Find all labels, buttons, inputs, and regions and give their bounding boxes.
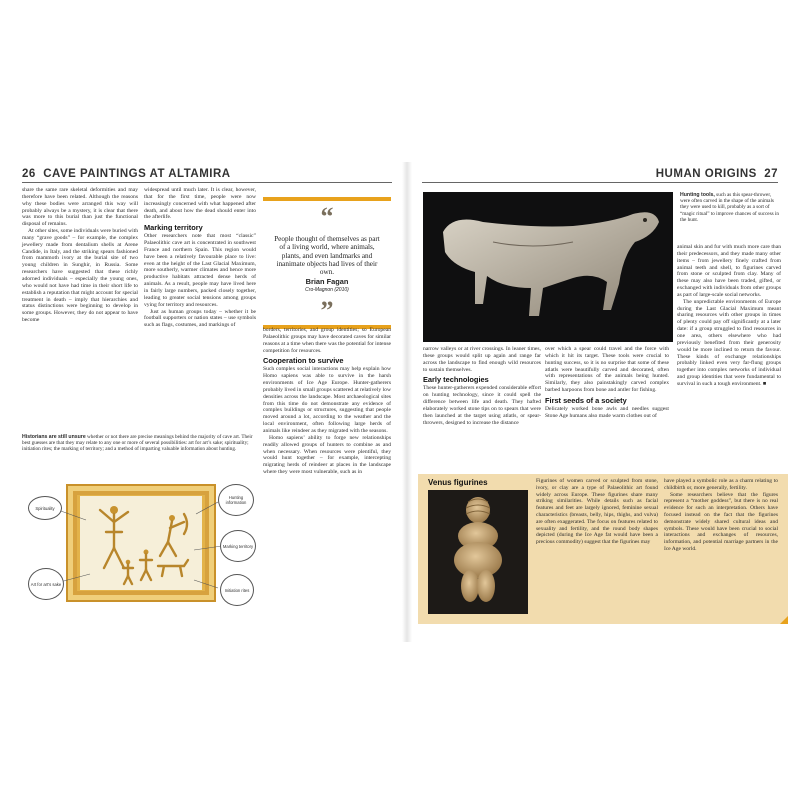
venus-col2-para-1: have played a symbolic role as a charm relating to childbirth or, more generally, fertility. bbox=[664, 478, 778, 491]
close-quote-icon: ” bbox=[320, 296, 334, 325]
left-col3-para-1: borders, territories, and group identities; so European Palaeolithic groups may have decorated caves for similar reasons at a time when there was the potential for intense competition for resources. bbox=[263, 327, 391, 354]
left-column-2 bbox=[144, 187, 256, 329]
left-col2-para-1: widespread until much later. It is clear, however, that for the first time, people were now increasingly concerned with what happened after death, and about how the dead should enter into the afterlife. bbox=[144, 187, 256, 221]
venus-figurine-icon bbox=[428, 490, 528, 614]
venus-column-1: Figurines of women carved or sculpted from stone, ivory, or clay are a type of Palaeolithic art found widely across Europe. These figurines share many striking similarities. While details such as facial features and feet are largely ignored, feminine sexual characteristics (breasts, belly, hips, thighs, and vulva) are often exaggerated. The focus on features related to sexuality and fertility, and the round body shapes depicted (during the Ice Age fat would have been a precious commodity) suggest that the figurines may bbox=[536, 478, 658, 546]
right-column-1 bbox=[423, 346, 541, 426]
left-page-header bbox=[22, 168, 231, 180]
pull-quote bbox=[263, 197, 391, 329]
bubble-hunting-information: Hunting information bbox=[218, 484, 254, 516]
bubble-art-for-arts-sake: Art for art’s sake bbox=[28, 568, 64, 600]
left-page-title: CAVE PAINTINGS AT ALTAMIRA bbox=[43, 168, 231, 180]
left-col3-para-2: Such complex social interactions may help explain how Homo sapiens was able to survive in the harsh environments of Ice Age Europe. Hunter-gatherers probably lived in small groups scattered at relatively low densities across the landscape. Most archaeological sites from this time do not demonstrate any evidence of complex buildings or structures, suggesting that people moved around a lot, according to the weather and the local environment, often following large herds of animals like reindeer as they migrated with the seasons. bbox=[263, 366, 391, 434]
left-col3-para-3: Homo sapiens’ ability to forge new relationships readily allowed groups of hunters to combine as and when necessary. When resources were plentiful, they would hunt together – for example, intercepting migrating herds of reindeer at places in the landscape where they were most vulnerable, such as in bbox=[263, 434, 391, 476]
left-col2-para-3: Just as human groups today – whether it be football supporters or nation states – use symbols such as flags, costumes, and markings of bbox=[144, 308, 256, 329]
left-col1-para-2: At other sites, some individuals were buried with many “grave goods” – for example, the complex jewellery made from dentalium shells at Arene Candide, in Italy, and the striking spears fashioned from mammoth ivory at the burial site of two young children in Sunghir, in Russia. Some researchers have suggested that these richly adorned individuals – especially the young ones, who would not have had time in their short life to establish a reputation that might account for special treatment in death – imply that hierarchies and status distinctions were beginning to develop in some groups. However, they do not appear to have become bbox=[22, 228, 138, 324]
heading-first-seeds: First seeds of a society bbox=[545, 395, 627, 405]
right-col3-para-1: animal skin and fur with much more care than their predecessors, and they made many other items – from jewellery finely crafted from animal teeth and shell, to figurines carved from stone or sculpted from clay. Many of these may also have been traded, gifted, or exchanged with individuals from other groups as part of large-scale social networks. bbox=[677, 244, 781, 298]
right-page-header bbox=[656, 168, 778, 180]
right-column-2 bbox=[545, 346, 669, 420]
quote-source: Cro-Magnon (2010) bbox=[305, 287, 349, 293]
right-column-3 bbox=[677, 244, 781, 388]
spear-thrower-photo bbox=[423, 192, 673, 342]
left-header-rule bbox=[22, 182, 392, 183]
right-col2-para-1: over which a spear could travel and the force with which it hit its target. These tools were crucial to hunting success, so it is no surprise that some of these atlatls were beautifully carved and decorated, often with representations of the animals being hunted. Similarly, they also painstakingly carved complex barbed harpoons from bone and antler for fishing. bbox=[545, 346, 669, 394]
spear-thrower-caption-text: such as this spear-thrower, were often carved in the shape of the animals they were used to kill, probably as a sort of “magic ritual” to improve chances of success in the hunt. bbox=[680, 192, 779, 223]
art-caption-text: whether or not there are precise meanings behind the majority of cave art. Their best guesses are that they may relate to any one or more of several possibilities: art for art’s sake; spirituality; initiation rites; the marking of territory; and a method of imparting valuable information about hunting. bbox=[22, 434, 253, 453]
book-gutter bbox=[402, 162, 412, 642]
cave-art-illustration bbox=[26, 470, 254, 638]
heading-early-technologies: Early technologies bbox=[423, 375, 489, 385]
art-caption bbox=[22, 434, 256, 453]
left-column-3 bbox=[263, 327, 391, 476]
bubble-marking-territory: Marking territory bbox=[220, 530, 256, 562]
open-quote-icon: “ bbox=[320, 202, 334, 231]
left-column-1 bbox=[22, 187, 138, 324]
bubble-spirituality: Spirituality bbox=[28, 496, 62, 520]
carved-animal-icon bbox=[423, 192, 673, 342]
right-col1-para-1: narrow valleys or at river crossings. In leaner times, these groups would split up again and range far across the landscape to find enough wild resources to sustain themselves. bbox=[423, 346, 541, 373]
heading-marking-territory: Marking territory bbox=[144, 223, 203, 233]
heading-cooperation: Cooperation to survive bbox=[263, 356, 344, 366]
spear-thrower-caption bbox=[680, 192, 780, 223]
venus-col2-para-2: Some researchers believe that the figures represent a “mother goddess”, but there is no real evidence for such an interpretation. Others have focused instead on the fact that the figurines demonstrate widely shared cultural ideas and symbols. These would have been crucial to social interactions and exchanges of resources, information, and potential marriage partners in the Ice Age world. bbox=[664, 491, 778, 552]
left-col2-para-2: Other researchers note that most “classic” Palaeolithic cave art is concentrated in southwest France and northern Spain. This region would have been a relatively favourable place to live: even at the height of the Last Glacial Maximum, more southerly, warmer climates and hence more productive habitats attracted dense herds of animals. As a result, people may have lived here in fairly large numbers, packed closely together, leading to greater social tensions among groups vying for territory and resources. bbox=[144, 233, 256, 308]
right-col1-para-2: These hunter-gatherers expended considerable effort on hunting technology, since it could spell the difference between life and death. They hafted elaborately worked stone tips on to spears that were then launched at the target using atlatls, or spear-throwers, designed to increase the distance bbox=[423, 385, 541, 426]
venus-column-2 bbox=[664, 478, 778, 553]
right-col3-para-2: The unpredictable environments of Europe during the Last Glacial Maximum meant sharing resources with other groups in times of plenty could pay off significantly at a later date: if a group struggled to find resources in one area, others elsewhere who had previously benefited from their generosity would be more inclined to return the favour. These kinds of exchange relationships probably linked even very far-flung groups together into complex networks of individual and group identities that were fundamental to survival in such a tough environment. ■ bbox=[677, 298, 781, 387]
left-page-number: 26 bbox=[22, 168, 36, 180]
venus-figurine-photo bbox=[428, 490, 528, 614]
right-col2-para-2: Delicately worked bone awls and needles suggest Stone Age humans also made warm clothes out of bbox=[545, 405, 669, 419]
bubble-initiation-rites: Initiation rites bbox=[220, 574, 254, 606]
quote-text: People thought of themselves as part of a living world, where animals, plants, and even landmarks and inanimate objects had lives of their own. bbox=[274, 235, 380, 277]
quote-author: Brian Fagan bbox=[305, 277, 349, 286]
box-corner-mark bbox=[780, 616, 788, 624]
left-col1-para-1: share the same rare skeletal deformities and may therefore have been related. Although the reasons why these bodies were arranged this way will probably always be a mystery, it is clear that there was more to this burial than just the functional disposal of remains. bbox=[22, 187, 138, 228]
art-caption-lead: Historians are still unsure bbox=[22, 434, 86, 440]
venus-figurines-title: Venus figurines bbox=[428, 478, 488, 487]
spear-thrower-caption-lead: Hunting tools, bbox=[680, 192, 715, 198]
right-header-rule bbox=[422, 182, 778, 183]
right-page-title: HUMAN ORIGINS bbox=[655, 168, 757, 180]
right-page-number: 27 bbox=[764, 168, 778, 180]
